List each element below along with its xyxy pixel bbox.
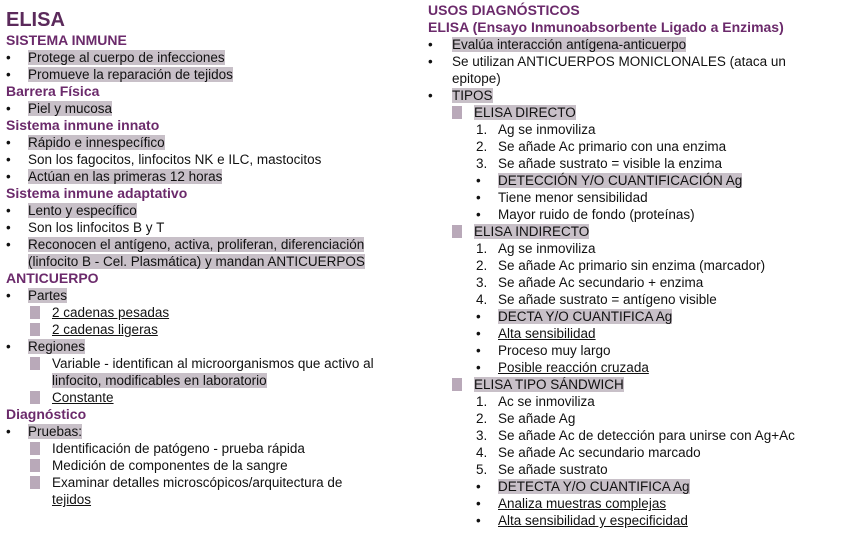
note: • DETECCIÓN Y/O CUANTIFICACIÓN Ag [476, 173, 743, 188]
sub-item: 2 cadenas ligeras [6, 321, 416, 338]
list-item-cont: epitope) [452, 71, 501, 86]
type-heading: ELISA DIRECTO [428, 104, 842, 121]
list-item: • Se utilizan ANTICUERPOS MONICLONALES (ataca un [428, 54, 786, 69]
left-column [6, 0, 416, 508]
note: • Posible reacción cruzada [476, 360, 649, 375]
sub-item: Variable - identifican al microorganismos que activo al [6, 355, 416, 372]
note: • Tiene menor sensibilidad [476, 190, 648, 205]
step: 3. Se añade Ac secundario + enzima [476, 275, 704, 290]
heading-adaptativo: Sistema inmune adaptativo [6, 185, 188, 201]
page-title: ELISA [6, 9, 65, 31]
note: • DETECTA Y/O CUANTIFICA Ag [476, 479, 690, 494]
heading-usos: USOS DIAGNÓSTICOS [428, 2, 580, 18]
step: 3. Se añade sustrato = visible la enzima [476, 156, 723, 171]
note: • Alta sensibilidad [476, 326, 596, 341]
note: • DECTA Y/O CUANTIFICA Ag [476, 309, 673, 324]
heading-diagnostico: Diagnóstico [6, 406, 87, 422]
list-item: • Piel y mucosa [6, 101, 113, 116]
step: 1. Ac se inmoviliza [476, 394, 595, 409]
note: • Alta sensibilidad y especificidad [476, 513, 688, 528]
list-item: • Pruebas: [6, 424, 83, 439]
list-item: • Son los linfocitos B y T [6, 220, 165, 235]
sub-item: 2 cadenas pesadas [6, 304, 416, 321]
step: 1. Ag se inmoviliza [476, 122, 596, 137]
sub-item: Identificación de patógeno - prueba rápida [6, 440, 416, 457]
note: • Proceso muy largo [476, 343, 611, 358]
list-item: • Evalúa interacción antígena-anticuerpo [428, 37, 687, 52]
type-heading: ELISA TIPO SÁNDWICH [428, 376, 842, 393]
step: 4. Se añade sustrato = antígeno visible [476, 292, 717, 307]
right-column [428, 2, 842, 529]
sub-item-cont: tejidos [52, 492, 92, 507]
note: • Analiza muestras complejas [476, 496, 667, 511]
heading-anticuerpo: ANTICUERPO [6, 270, 99, 286]
list-item: • Partes [6, 288, 68, 303]
list-item: • Lento y específico [6, 203, 137, 218]
list-item: • Rápido e innespecífico [6, 135, 165, 150]
step: 2. Se añade Ag [476, 411, 576, 426]
step: 4. Se añade Ac secundario marcado [476, 445, 701, 460]
sub-item: Medición de componentes de la sangre [6, 457, 416, 474]
step: 5. Se añade sustrato [476, 462, 608, 477]
step: 1. Ag se inmoviliza [476, 241, 596, 256]
heading-sistema-inmune: SISTEMA INMUNE [6, 32, 127, 48]
note: • Mayor ruido de fondo (proteínas) [476, 207, 695, 222]
step: 3. Se añade Ac de detección para unirse con Ag+Ac [476, 428, 795, 443]
heading-barrera: Barrera Física [6, 83, 100, 99]
list-item: • Actúan en las primeras 12 horas [6, 169, 223, 184]
type-heading: ELISA INDIRECTO [428, 223, 842, 240]
list-item: • Promueve la reparación de tejidos [6, 67, 233, 82]
sub-item: Constante [6, 389, 416, 406]
step: 2. Se añade Ac primario con una enzima [476, 139, 727, 154]
sub-item-cont: linfocito, modificables en laboratorio [52, 373, 267, 388]
step: 2. Se añade Ac primario sin enzima (marcador) [476, 258, 766, 273]
list-item: • Reconocen el antígeno, activa, proliferan, diferenciación [6, 237, 365, 252]
list-item-cont: (linfocito B - Cel. Plasmática) y mandan ANTICUERPOS [28, 254, 365, 269]
list-item: • Regiones [6, 339, 86, 354]
list-item: • TIPOS [428, 88, 493, 103]
heading-innato: Sistema inmune innato [6, 117, 160, 133]
list-item: • Son los fagocitos, linfocitos NK e ILC, mastocitos [6, 152, 322, 167]
list-item: • Protege al cuerpo de infecciones [6, 50, 225, 65]
heading-elisa: ELISA (Ensayo Inmunoabsorbente Ligado a Enzimas) [428, 19, 784, 35]
sub-item: Examinar detalles microscópicos/arquitectura de [6, 474, 416, 491]
